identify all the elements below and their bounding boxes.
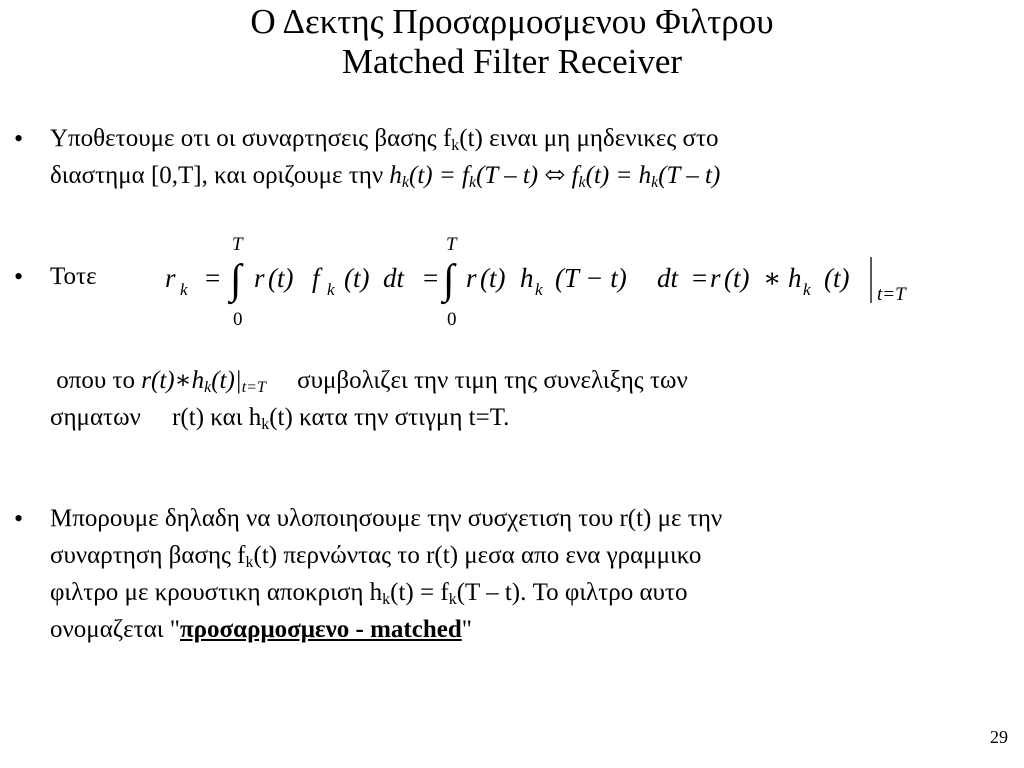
bullet-1-line-2 — [50, 157, 720, 194]
eq-dt-1: dt — [383, 263, 405, 293]
equivalence-arrow-icon: ⬄ — [538, 162, 572, 189]
bullet-3-text — [50, 500, 722, 648]
eq-r-sub: k — [180, 280, 188, 299]
bullet-marker-2: • — [14, 262, 24, 291]
slide-number: 29 — [990, 727, 1008, 747]
eq-paren-t-5: (t) — [824, 263, 850, 293]
b1-text-c: διαστημα [0,T], και οριζουμε την — [50, 162, 390, 189]
bullet-1-line-1 — [50, 120, 720, 157]
title-greek: Ο Δεκτης Προσαρμοσμενου Φιλτρου — [250, 2, 774, 41]
eq-h-1: h — [520, 263, 534, 293]
eq-integral-1: ∫ — [230, 257, 242, 303]
eq-eval-sub: t=T — [877, 284, 906, 305]
eq-dt-2: dt — [657, 263, 679, 293]
matched-emphasis: προσαρμοσμενο - matched — [179, 616, 462, 643]
eq-integral-2: ∫ — [443, 257, 455, 303]
eq-equals-2: = — [423, 263, 439, 293]
eq-h-sub-2: k — [803, 280, 811, 299]
bullet-1-text — [50, 120, 720, 194]
bullet-3-line-4: ονομαζεται "προσαρμοσμενο - matched" — [50, 616, 472, 643]
eq-paren-t-3: (t) — [480, 263, 506, 293]
eq-lower-1: 0 — [233, 309, 243, 330]
eq-convolution-icon: ∗ — [763, 263, 782, 293]
eq-r: r — [165, 263, 176, 293]
eq-equals-3: = — [692, 263, 708, 293]
b1-text-a: Υποθετουμε οτι οι συναρτησεις βασης f — [50, 125, 452, 152]
eq-equals-1: = — [205, 263, 221, 293]
eq-r-t-1: r — [254, 263, 265, 293]
eq-h-2: h — [788, 263, 802, 293]
b1-def-f: $f_k(t) = h_k(T - t)$ — [571, 162, 721, 191]
bullet-3-line-3: φιλτρο με κρουστικη αποκριση $h_k(t) = f_k(T - t)$. Το φιλτρο αυτο — [50, 579, 688, 608]
note-rest: συμβολιζει την τιμη της συνελιξης των — [265, 367, 688, 394]
b1-sub-k: k — [451, 137, 460, 154]
eq-f: f — [312, 263, 320, 293]
eq-upper-2: T — [446, 234, 457, 255]
eq-r-t-2: r — [466, 263, 477, 293]
eq-f-sub: k — [327, 280, 335, 299]
bullet-marker-1: • — [14, 124, 24, 153]
eq-upper-1: T — [232, 234, 243, 255]
bullet-3-line-1: Μπορουμε δηλαδη να υλοποιησουμε την συσχετιση του r(t) με την — [50, 505, 723, 532]
eq-T-minus-t: (T − t) — [555, 263, 627, 293]
note-line-2: σηματων r(t) και $h_k(t)$ κατα την στιγμη t=T. — [50, 404, 510, 433]
eq-r-t-3: r — [710, 263, 721, 293]
note-text — [50, 362, 688, 436]
note-expression: $r(t)∗h_k(t)|_{t=T}$ — [141, 367, 266, 396]
matched-filter-equation — [160, 225, 940, 340]
eq-paren-t-1: (t) — [268, 263, 294, 293]
eq-lower-2: 0 — [447, 309, 457, 330]
eq-h-sub-1: k — [535, 280, 543, 299]
bullet-marker-3: • — [14, 504, 24, 533]
note-lead: οπου το — [56, 367, 142, 394]
b1-text-b: (t) ειναι μη μηδενικες στο — [459, 125, 719, 152]
note-line-1 — [50, 362, 688, 399]
eq-paren-t-2: (t) — [344, 263, 370, 293]
slide-title — [0, 2, 1024, 82]
bullet-2-label: Τοτε — [50, 263, 97, 290]
title-english: Matched Filter Receiver — [341, 42, 683, 81]
bullet-3-line-2: συναρτηση βασης $f_k(t)$ περνώντας το r(t) μεσα απο ενα γραμμικο — [50, 542, 702, 571]
b1-def-h: $h_k(t) = f_k(T - t)$ — [389, 162, 539, 191]
eq-paren-t-4: (t) — [724, 263, 750, 293]
